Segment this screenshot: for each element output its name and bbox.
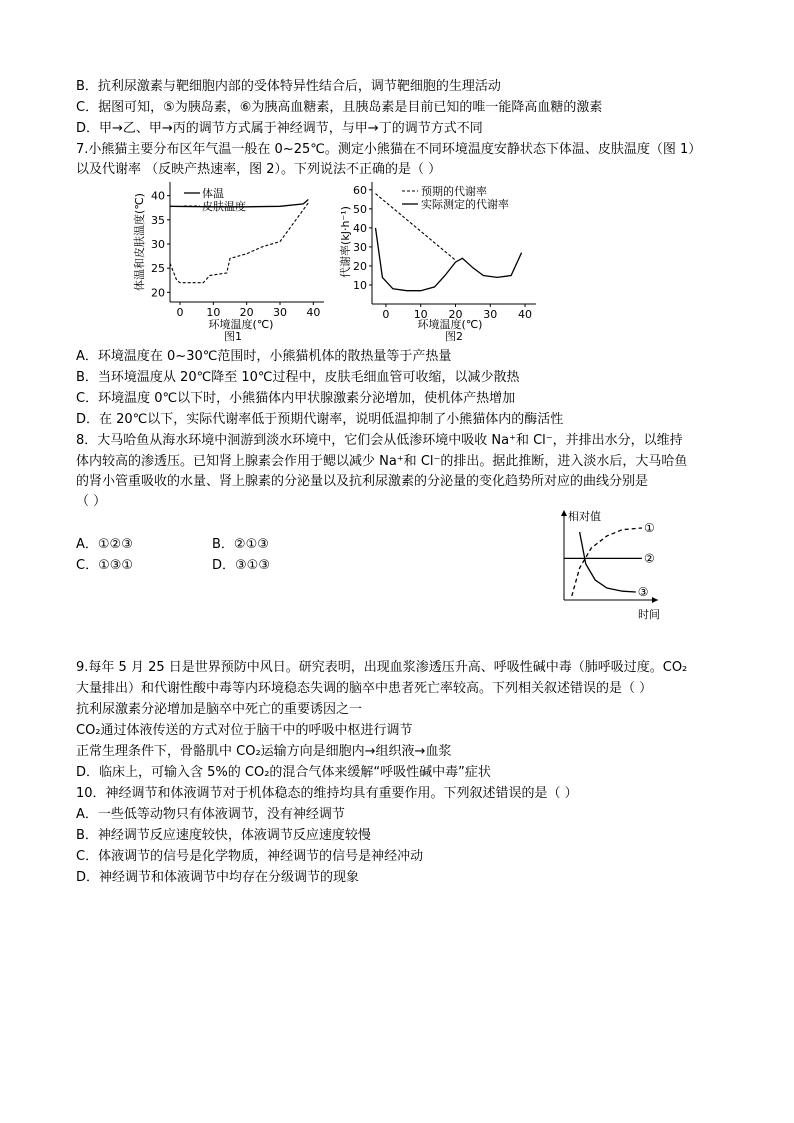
q6-option-c: C．据图可知，⑤为胰岛素，⑥为胰高血糖素，且胰岛素是目前已知的唯一能降高血糖的激素 (76, 100, 603, 115)
q10-option-c: C．体液调节的信号是化学物质，神经调节的信号是神经冲动 (76, 849, 424, 864)
q10-option-a: A．一些低等动物只有体液调节，没有神经调节 (76, 807, 345, 822)
q8-stem-line4: （ ） (76, 494, 107, 509)
q9-option-c: 正常生理条件下，骨骼肌中 CO₂运输方向是细胞内→组织液→血浆 (76, 744, 452, 759)
figure-1-caption: 图1 (224, 330, 242, 342)
figure-3-curve-label: ② (644, 551, 655, 566)
q7-stem-line2: 以及代谢率 （反映产热速率，图 2）。下列说法不正确的是（ ） (76, 162, 442, 177)
q8-option-d: D．③①③ (212, 558, 270, 573)
figure-2-x-tick-label: 30 (483, 308, 498, 321)
figure-2-chart (336, 180, 536, 342)
q9-option-d: D．临床上，可输入含 5%的 CO₂的混合气体来缓解“呼吸性碱中毒”症状 (76, 765, 491, 780)
figure-1-series-2 (170, 203, 308, 283)
legend-measured-rate: 实际测定的代谢率 (421, 198, 509, 211)
figure-3-curve-label: ① (644, 521, 655, 535)
figure-2-x-tick-label: 10 (413, 308, 428, 321)
figure-2-xlabel: 环境温度(℃) (417, 318, 483, 331)
figure-3-curve-1 (572, 528, 642, 596)
q8-option-b: B．②①③ (212, 537, 269, 552)
figure-1-y-tick-label: 25 (151, 262, 165, 276)
figure-2-y-tick-label: 20 (353, 259, 367, 273)
figure-2-x-tick-label: 40 (518, 308, 533, 321)
q9-option-b: CO₂通过体液传送的方式对位于脑干中的呼吸中枢进行调节 (76, 723, 413, 738)
figure-2-y-tick-label: 40 (353, 221, 367, 235)
figure-2-ylabel: 代谢率(kJ·h⁻¹) (339, 206, 352, 278)
q8-stem-line2: 体内较高的渗透压。已知肾上腺素会作用于鳃以减少 Na⁺和 Cl⁻的排出。据此推断，进入淡水后，大马哈鱼 (76, 454, 688, 469)
figure-3-curve-3 (580, 532, 636, 592)
figure-3-curve-label: ③ (637, 585, 649, 599)
figure-3-y-arrow (561, 510, 567, 516)
figure-2-series-2 (376, 228, 522, 291)
q10-stem: 10．神经调节和体液调节对于机体稳态的维持均具有重要作用。下列叙述错误的是（ ） (76, 786, 578, 801)
figure-1-chart (128, 182, 328, 342)
figure-2-x-tick-label: 20 (448, 308, 463, 321)
figure-2-x-tick-label: 0 (382, 308, 390, 321)
q10-option-d: D．神经调节和体液调节中均存在分级调节的现象 (76, 870, 360, 885)
q6-option-b: B．抗利尿激素与靶细胞内部的受体特异性结合后，调节靶细胞的生理活动 (76, 79, 501, 94)
figure-2-y-tick-label: 10 (353, 278, 367, 292)
q9-stem-line1: 9.每年 5 月 25 日是世界预防中风日。研究表明，出现血浆渗透压升高、呼吸性碱中毒（肺呼吸过度。CO₂ (76, 660, 688, 675)
figure-1-ylabel: 体温和皮肤温度(℃) (133, 193, 146, 291)
q8-stem-line1: 8．大马哈鱼从海水环境中洄游到淡水环境中，它们会从低渗环境中吸收 Na⁺和 Cl⁻，并排出水分，以维持 (76, 433, 683, 448)
figure-2-y-tick-label: 30 (353, 240, 367, 254)
figure-2-y-tick-label: 50 (353, 202, 367, 216)
q8-option-c: C．①③① (76, 558, 134, 573)
figure-1-y-tick-label: 30 (151, 238, 165, 251)
figure-2-caption: 图2 (445, 330, 463, 342)
figure-1-x-tick-label: 30 (273, 306, 287, 319)
q10-option-b: B．神经调节反应速度较快，体液调节反应速度较慢 (76, 828, 371, 843)
figure-1-x-tick-label: 40 (306, 306, 321, 319)
figure-1-x-tick-label: 20 (239, 306, 254, 319)
q7-stem-line1: 7.小熊猫主要分布区年气温一般在 0~25℃。测定小熊猫在不同环境温度安静状态下体温、皮肤温度（图 1） (76, 142, 702, 157)
legend-body-temp: 体温 (202, 187, 224, 200)
figure-3-plot (561, 510, 658, 603)
q6-option-d: D．甲→乙、甲→丙的调节方式属于神经调节，与甲→丁的调节方式不同 (76, 121, 483, 136)
q8-stem-line3: 的肾小管重吸收的水量、肾上腺素的分泌量以及抗利尿激素的分泌量的变化趋势所对应的曲线分别是 (76, 474, 649, 489)
legend-expected-rate: 预期的代谢率 (421, 185, 487, 198)
figure-3-ylabel: 相对值 (568, 510, 601, 523)
figure-1-x-tick-label: 0 (176, 306, 184, 319)
figure-1-y-tick-label: 35 (151, 213, 165, 227)
figure-3-x-arrow (652, 597, 658, 603)
q8-option-a: A．①②③ (76, 537, 133, 552)
q7-option-a: A．环境温度在 0~30℃范围时，小熊猫机体的散热量等于产热量 (76, 349, 452, 364)
figure-1-y-tick-label: 40 (151, 189, 165, 203)
q7-option-d: D．在 20℃以下，实际代谢率低于预期代谢率，说明低温抑制了小熊猫体内的酶活性 (76, 412, 564, 427)
legend-skin-temp: 皮肤温度 (202, 200, 246, 213)
q9-stem-line2: 大量排出）和代谢性酸中毒等内环境稳态失调的脑卒中患者死亡率较高。下列相关叙述错误的是（ ） (76, 681, 653, 696)
q7-option-b: B．当环境温度从 20℃降至 10℃过程中，皮肤毛细血管可收缩，以减少散热 (76, 370, 520, 385)
figure-1-x-tick-label: 10 (206, 306, 221, 319)
q7-option-c: C．环境温度 0℃以下时，小熊猫体内甲状腺激素分泌增加，使机体产热增加 (76, 391, 516, 406)
figure-1-y-tick-label: 20 (151, 286, 165, 300)
figure-3-chart (552, 508, 672, 623)
figure-3-xlabel: 时间 (638, 608, 660, 621)
figure-1-xlabel: 环境温度(℃) (208, 318, 274, 331)
q9-option-a: 抗利尿激素分泌增加是脑卒中死亡的重要诱因之一 (76, 702, 363, 717)
figure-2-y-tick-label: 60 (353, 183, 367, 197)
